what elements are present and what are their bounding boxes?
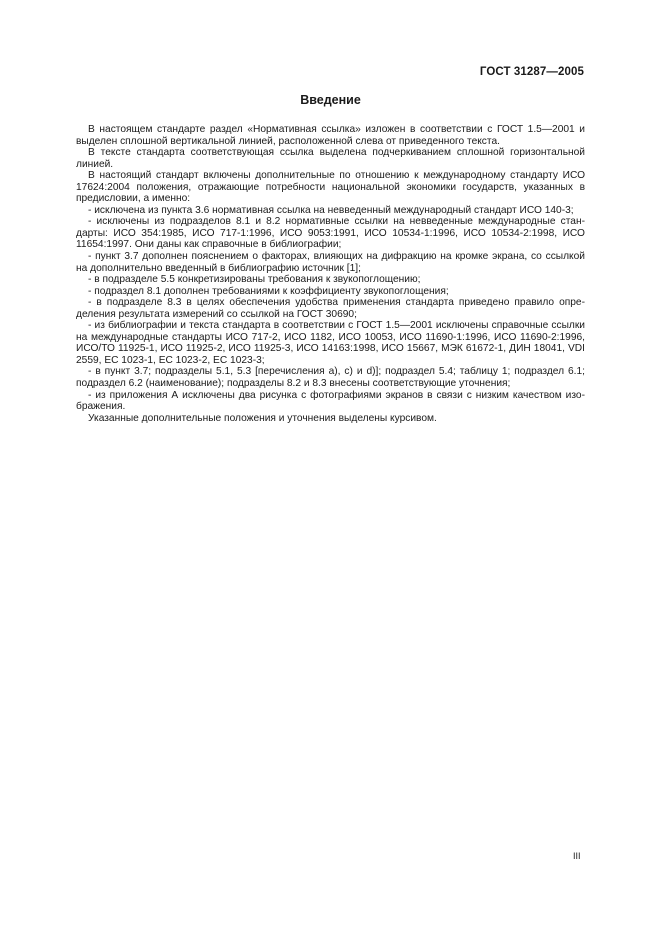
paragraph-reference-underline: В тексте стандарта соответствующая ссылка выделена подчеркиванием сплошной горизонтальной линией. xyxy=(76,147,585,170)
list-item: - пункт 3.7 дополнен пояснением о факторах, влияющих на дифракцию на кромке экрана, со ссылкой на дополнительно введенный в библиографию источник [1]; xyxy=(76,251,585,274)
list-item: - исключена из пункта 3.6 нормативная ссылка на невведенный международный стандарт ИСО 140-3; xyxy=(88,204,574,216)
list-item: - в подразделе 5.5 конкретизированы требования к звукопоглощению; xyxy=(88,274,421,286)
list-item: - исключены из подразделов 8.1 и 8.2 нормативные ссылки на невведенные международные стандарты: ИСО 354:1985, ИСО 717-1:1996, ИСО 9053:1991, ИСО 10534-1:1996, ИСО 10534-2:1998, ИСО 11654:1997. Они даны как справочные в библиографии; xyxy=(76,216,585,251)
paragraph-additional-provisions: В настоящий стандарт включены дополнительные по отношению к международному стандарту ИСО 17624:2004 положения, отражающие потребности национальной экономики государств, указанных в предисловии, а именно: xyxy=(76,170,585,205)
list-item: - из приложения А исключены два рисунка с фотографиями экранов в связи с низким качеством изображения. xyxy=(76,389,585,413)
page-title: Введение xyxy=(300,93,361,107)
list-item: - в пункт 3.7; подразделы 5.1, 5.3 [перечисления а), с) и d)]; подраздел 5.4; таблицу 1; подраздел 6.1; подраздел 6.2 (наименование); подразделы 8.2 и 8.3 внесены соответствующие уточнения; xyxy=(76,366,585,390)
paragraph-normative-reference: В настоящем стандарте раздел «Нормативная ссылка» изложен в соответствии с ГОСТ 1.5—2001 и выделен сплошной вертикальной линией, расположенной слева от приведенного текста. xyxy=(76,124,585,147)
document-standard-id: ГОСТ 31287—2005 xyxy=(479,66,584,78)
list-item: - из библиографии и текста стандарта в соответствии с ГОСТ 1.5—2001 исключены справочные ссылки на международные стандарты ИСО 717-2, ИСО 1182, ИСО 10053, ИСО 11690-1:1996, ИСО 11690-2:1996, ИСО/ТО 11925-1, ИСО 11925-2, ИСО 11925-3, ИСО 14163:1998, ИСО 15667, МЭК 61672-1, ДИН 18041, VDI 2559, ЕС 1023-1, ЕС 1023-2, ЕС 1023-3; xyxy=(76,320,585,366)
paragraph-italic-note: Указанные дополнительные положения и уточнения выделены курсивом. xyxy=(88,412,437,424)
list-item: - подраздел 8.1 дополнен требованиями к коэффициенту звукопоглощения; xyxy=(88,285,449,297)
page-number: III xyxy=(573,851,581,861)
document-body xyxy=(76,124,585,424)
list-item: - в подразделе 8.3 в целях обеспечения удобства применения стандарта приведено правило определения результата измерений со ссылкой на ГОСТ 30690; xyxy=(76,297,585,320)
